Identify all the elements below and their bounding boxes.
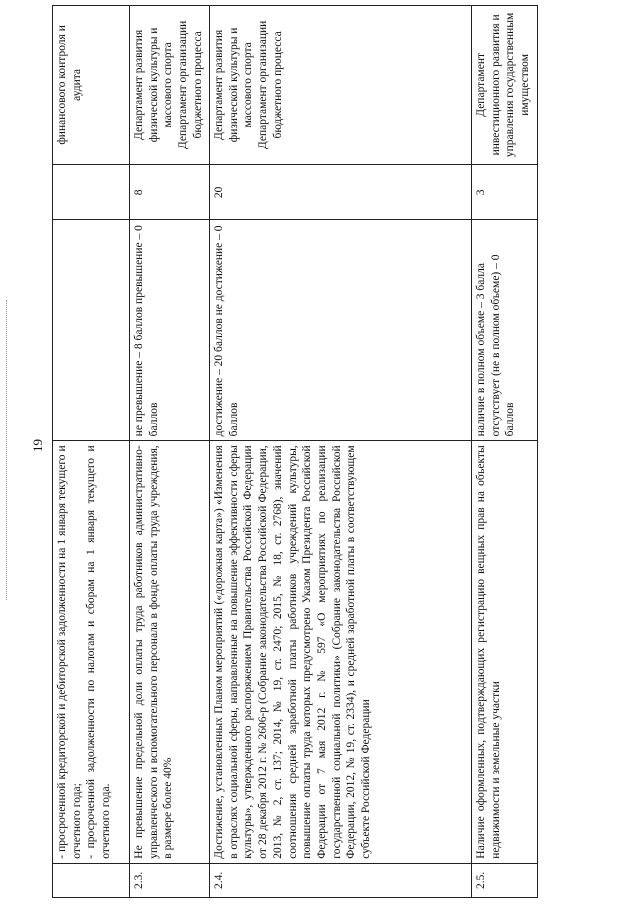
criterion-cell xyxy=(130,441,210,863)
department-cell: Департамент развития физической культуры и массового спорта Департамент организации бюджетного процесса xyxy=(130,5,210,165)
criterion-line: Не превышение предельной доли оплаты труда работников административно-управленческого и вспомогательного персонала в фонде оплаты труда учреждения, в размере более 40% xyxy=(133,445,175,859)
criterion-line: - просроченной кредиторской и дебиторской задолженности на 1 января текущего и отчетного года; xyxy=(56,445,83,859)
scoring-cell: не превышение – 8 баллов превышение – 0 баллов xyxy=(130,220,210,441)
scan-margin-mark xyxy=(6,300,8,600)
criterion-line: Наличие оформленных, подтверждающих регистрацию вещных прав на объекты недвижимости и земельные участки xyxy=(475,445,502,859)
row-number: 2.4. xyxy=(210,863,472,897)
department-cell: Департамент развития физической культуры и массового спорта Департамент организации бюджетного процесса xyxy=(210,5,472,165)
department-cell: Департамент инвестиционного развития и управления государственным имуществом xyxy=(472,5,538,165)
criterion-cell xyxy=(53,441,130,863)
department-cell: финансового контроля и аудита xyxy=(53,5,130,165)
criterion-line: Достижение, установленных Планом мероприятий («дорожная карта») «Изменения в отраслях социальной сферы, направленные на повышение эффективности сферы культуры», утвержденного распоряжением Правительства Российской Федерации от 28 декабря 2012 г. № 2606-р (Собрание законодательства Российской Федерации, 2013, № 2, ст. 137; 2014, № 19, ст. 2470; 2015, № 18, ст. 2768), значений соотношения средней заработной платы работников учреждений культуры, повышение оплаты труда которых предусмотрено Указом Президента Российской Федерации от 7 мая 2012 г. № 597 «О мероприятиях по реализации государственной социальной политики» (Собрание законодательства Российской Федерации, 2012, № 19, ст. 2334), и средней заработной платы в соответствующем субъекте Российской Федерации xyxy=(213,445,373,859)
page-number: 19 xyxy=(30,439,45,452)
row-number: 2.5. xyxy=(472,863,538,897)
scoring-cell: достижение – 20 баллов не достижение – 0 баллов xyxy=(210,220,472,441)
max-score-cell: 20 xyxy=(210,165,472,220)
table-row xyxy=(130,4,210,898)
table-row xyxy=(472,4,538,898)
row-number: 2.3. xyxy=(130,863,210,897)
row-number xyxy=(53,863,130,897)
table-row xyxy=(53,4,130,898)
criteria-table xyxy=(52,3,538,898)
table-row xyxy=(210,4,472,898)
criterion-cell xyxy=(472,441,538,863)
scoring-cell: наличие в полном объеме – 3 балла отсутствует (не в полном объеме) – 0 баллов xyxy=(472,220,538,441)
scoring-cell xyxy=(53,220,130,441)
criterion-line: - просроченной задолженности по налогам и сборам на 1 января текущего и отчетного года. xyxy=(85,445,113,859)
max-score-cell xyxy=(53,165,130,220)
max-score-cell: 8 xyxy=(130,165,210,220)
rotated-table-wrapper xyxy=(52,3,537,898)
criterion-cell xyxy=(210,441,472,863)
max-score-cell: 3 xyxy=(472,165,538,220)
